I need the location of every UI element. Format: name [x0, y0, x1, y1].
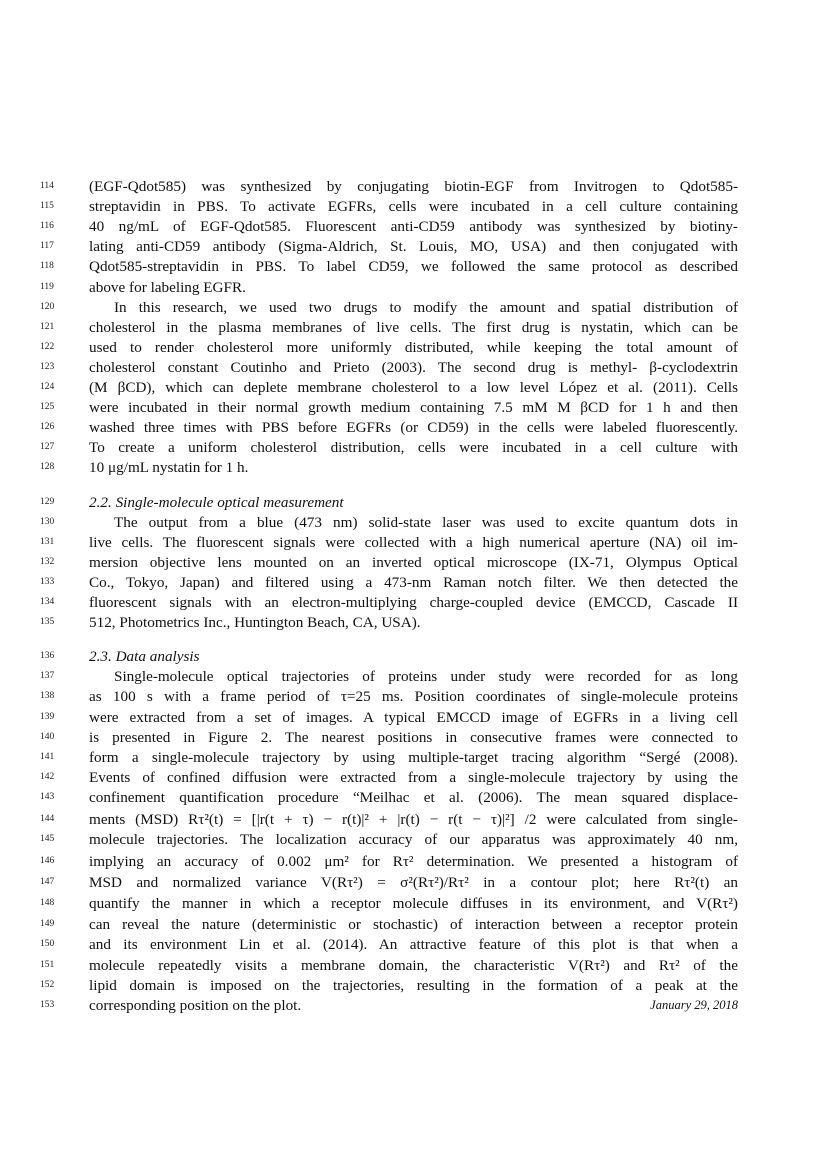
text-line: live cells. The fluorescent signals were collected with a high numerical aperture (NA) oil im- [89, 533, 738, 551]
text-line: above for labeling EGFR. [89, 278, 246, 296]
line-number: 131 [40, 536, 55, 547]
line-number: 136 [40, 651, 55, 662]
line-number: 141 [40, 751, 55, 762]
line-number: 118 [40, 261, 54, 272]
line-number: 148 [40, 898, 55, 909]
line-number: 145 [40, 834, 55, 845]
text-line: Events of confined diffusion were extracted from a single-molecule trajectory by using the [89, 768, 738, 786]
text-line: 10 μg/mL nystatin for 1 h. [89, 459, 249, 477]
line-number: 114 [40, 181, 54, 191]
text-line: quantify the manner in which a receptor molecule diffuses in its environment, and V(Rτ²) [89, 895, 738, 913]
text-line: To create a uniform cholesterol distribution, cells were incubated in a cell culture with [89, 439, 738, 457]
text-line: washed three times with PBS before EGFRs (or CD59) in the cells were labeled fluorescently. [89, 419, 738, 437]
text-line: 512, Photometrics Inc., Huntington Beach, CA, USA). [89, 614, 421, 632]
text-line: fluorescent signals with an electron-multiplying charge-coupled device (EMCCD, Cascade II [89, 594, 738, 611]
text-line: can reveal the nature (deterministic or stochastic) of interaction between a receptor protein [89, 915, 738, 933]
line-number: 123 [40, 361, 55, 372]
text-line: molecule repeatedly visits a membrane domain, the characteristic V(Rτ²) and Rτ² of the [89, 956, 738, 974]
text-line: implying an accuracy of 0.002 μm² for Rτ² determination. We presented a histogram of [89, 853, 738, 871]
line-number: 147 [40, 877, 55, 888]
text-line: cholesterol constant Coutinho and Prieto (2003). The second drug is methyl- β-cyclodextrin [89, 358, 738, 376]
text-line: molecule trajectories. The localization accuracy of our apparatus was approximately 40 nm, [89, 831, 738, 849]
text-line: corresponding position on the plot. [89, 996, 302, 1014]
text-line: is presented in Figure 2. The nearest positions in consecutive frames were connected to [89, 728, 738, 746]
line-number: 150 [40, 938, 55, 949]
text-line: lipid domain is imposed on the trajectories, resulting in the formation of a peak at the [89, 976, 738, 994]
text-line: confinement quantification procedure “Meilhac et al. (2006). The mean squared displace- [89, 788, 738, 806]
line-number: 144 [40, 814, 55, 824]
text-line: Co., Tokyo, Japan) and filtered using a 473-nm Raman notch filter. We then detected the [89, 573, 738, 591]
text-line: cholesterol in the plasma membranes of live cells. The first drug is nystatin, which can be [89, 318, 738, 336]
line-number: 115 [40, 201, 54, 212]
line-number: 133 [40, 576, 55, 587]
line-number: 119 [40, 281, 54, 292]
line-number: 120 [40, 301, 55, 312]
text-line: were extracted from a set of images. A typical EMCCD image of EGFRs in a living cell [89, 708, 738, 726]
line-number: 117 [40, 241, 54, 252]
line-number: 137 [40, 671, 55, 682]
text-line: mersion objective lens mounted on an inverted optical microscope (IX-71, Olympus Optical [89, 553, 738, 571]
text-line: 40 ng/mL of EGF-Qdot585. Fluorescent anti-CD59 antibody was synthesized by biotiny- [89, 218, 738, 236]
text-line: ments (MSD) Rτ²(t) = [|r(t + τ) − r(t)|² + |r(t) − r(t − τ)|²] /2 were calculated from single- [89, 811, 738, 828]
text-line: as 100 s with a frame period of τ=25 ms. Position coordinates of single-molecule proteins [89, 688, 738, 706]
line-number: 129 [40, 496, 55, 507]
text-line: Qdot585-streptavidin in PBS. To label CD59, we followed the same protocol as described [89, 258, 738, 276]
text-line: (M βCD), which can deplete membrane cholesterol to a low level López et al. (2011). Cells [89, 379, 738, 396]
text-line: In this research, we used two drugs to modify the amount and spatial distribution of [114, 298, 738, 316]
text-line: used to render cholesterol more uniformly distributed, while keeping the total amount of [89, 338, 738, 356]
line-number: 128 [40, 462, 55, 473]
line-number: 139 [40, 711, 55, 722]
line-number: 122 [40, 341, 55, 352]
line-number: 124 [40, 382, 55, 392]
line-number: 132 [40, 556, 55, 567]
line-number: 151 [40, 959, 55, 970]
line-number: 135 [40, 617, 55, 628]
text-line: Single-molecule optical trajectories of proteins under study were recorded for as long [114, 668, 738, 686]
line-number: 121 [40, 321, 55, 332]
line-number: 153 [40, 999, 55, 1010]
line-number: 138 [40, 691, 55, 702]
text-line: MSD and normalized variance V(Rτ²) = σ²(Rτ²)/Rτ² in a contour plot; here Rτ²(t) an [89, 874, 738, 892]
page-date: January 29, 2018 [650, 998, 738, 1012]
section-heading: 2.2. Single-molecule optical measurement [89, 493, 344, 511]
text-line: lating anti-CD59 antibody (Sigma-Aldrich, St. Louis, MO, USA) and then conjugated with [89, 238, 738, 256]
text-line: and its environment Lin et al. (2014). An attractive feature of this plot is that when a [89, 935, 738, 953]
line-number: 143 [40, 791, 55, 802]
line-number: 130 [40, 516, 55, 527]
line-number: 146 [40, 856, 55, 867]
line-number: 127 [40, 442, 55, 453]
line-number: 134 [40, 597, 55, 607]
line-number: 125 [40, 402, 55, 413]
text-line: form a single-molecule trajectory by using multiple-target tracing algorithm “Sergé (2008). [89, 748, 738, 766]
line-number: 140 [40, 731, 55, 742]
line-number: 142 [40, 771, 55, 782]
text-line: were incubated in their normal growth medium containing 7.5 mM M βCD for 1 h and then [89, 399, 738, 417]
text-line: streptavidin in PBS. To activate EGFRs, cells were incubated in a cell culture containing [89, 198, 738, 216]
line-number: 116 [40, 221, 54, 232]
text-line: The output from a blue (473 nm) solid-state laser was used to excite quantum dots in [114, 513, 738, 531]
line-number: 152 [40, 979, 55, 990]
text-line: (EGF-Qdot585) was synthesized by conjugating biotin-EGF from Invitrogen to Qdot585- [89, 178, 738, 195]
line-number: 149 [40, 918, 55, 929]
section-heading: 2.3. Data analysis [89, 648, 200, 666]
line-number: 126 [40, 422, 55, 433]
